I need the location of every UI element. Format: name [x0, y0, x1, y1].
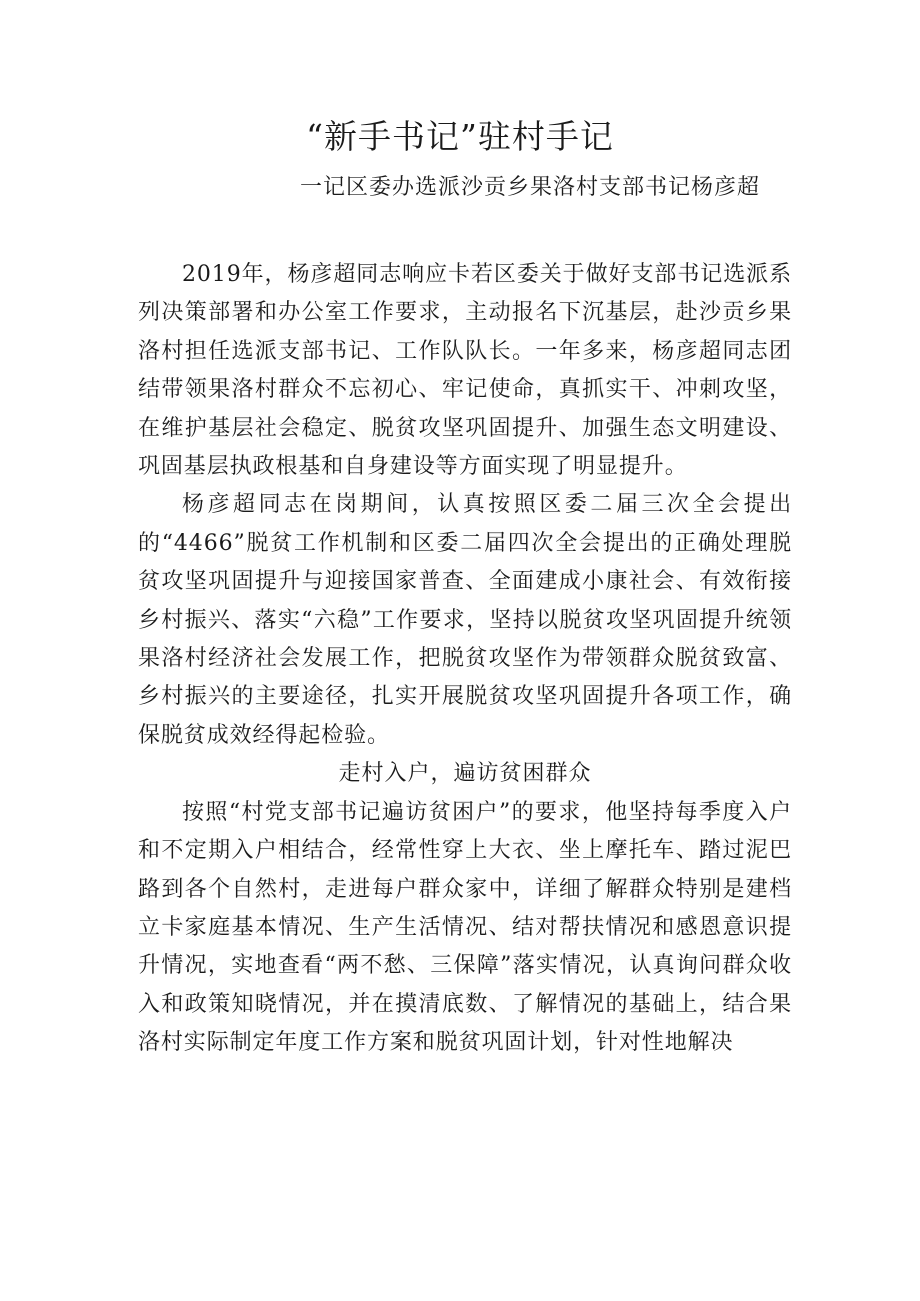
section-heading: 走村入户，遍访贫困群众: [338, 761, 592, 787]
document-body: [138, 256, 792, 1063]
document-subtitle: 一记区委办选派沙贡乡果洛村支部书记杨彦超: [300, 175, 761, 200]
document-title: “新手书记”驻村手记: [306, 117, 614, 156]
paragraph-2: 杨彦超同志在岗期间，认真按照区委二届三次全会提出的“4466”脱贫工作机制和区委二届四次全会提出的正确处理脱贫攻坚巩固提升与迎接国家普查、全面建成小康社会、有效衔接乡村振兴、落实“六稳”工作要求，坚持以脱贫攻坚巩固提升统领果洛村经济社会发展工作，把脱贫攻坚作为带领群众脱贫致富、乡村振兴的主要途径，扎实开展脱贫攻坚巩固提升各项工作，确保脱贫成效经得起检验。: [138, 492, 792, 748]
paragraph-1: 2019年，杨彦超同志响应卡若区委关于做好支部书记选派系列决策部署和办公室工作要求，主动报名下沉基层，赴沙贡乡果洛村担任选派支部书记、工作队队长。一年多来，杨彦超同志团结带领果洛村群众不忘初心、牢记使命，真抓实干、冲刺攻坚，在维护基层社会稳定、脱贫攻坚巩固提升、加强生态文明建设、巩固基层执政根基和自身建设等方面实现了明显提升。: [138, 262, 792, 480]
section-paragraph-1: 按照“村党支部书记遍访贫困户”的要求，他坚持每季度入户和不定期入户相结合，经常性穿上大衣、坐上摩托车、踏过泥巴路到各个自然村，走进每户群众家中，详细了解群众特别是建档立卡家庭基本情况、生产生活情况、结对帮扶情况和感恩意识提升情况，实地查看“两不愁、三保障”落实情况，认真询问群众收入和政策知晓情况，并在摸清底数、了解情况的基础上，结合果洛村实际制定年度工作方案和脱贫巩固计划，针对性地解决: [138, 799, 792, 1056]
